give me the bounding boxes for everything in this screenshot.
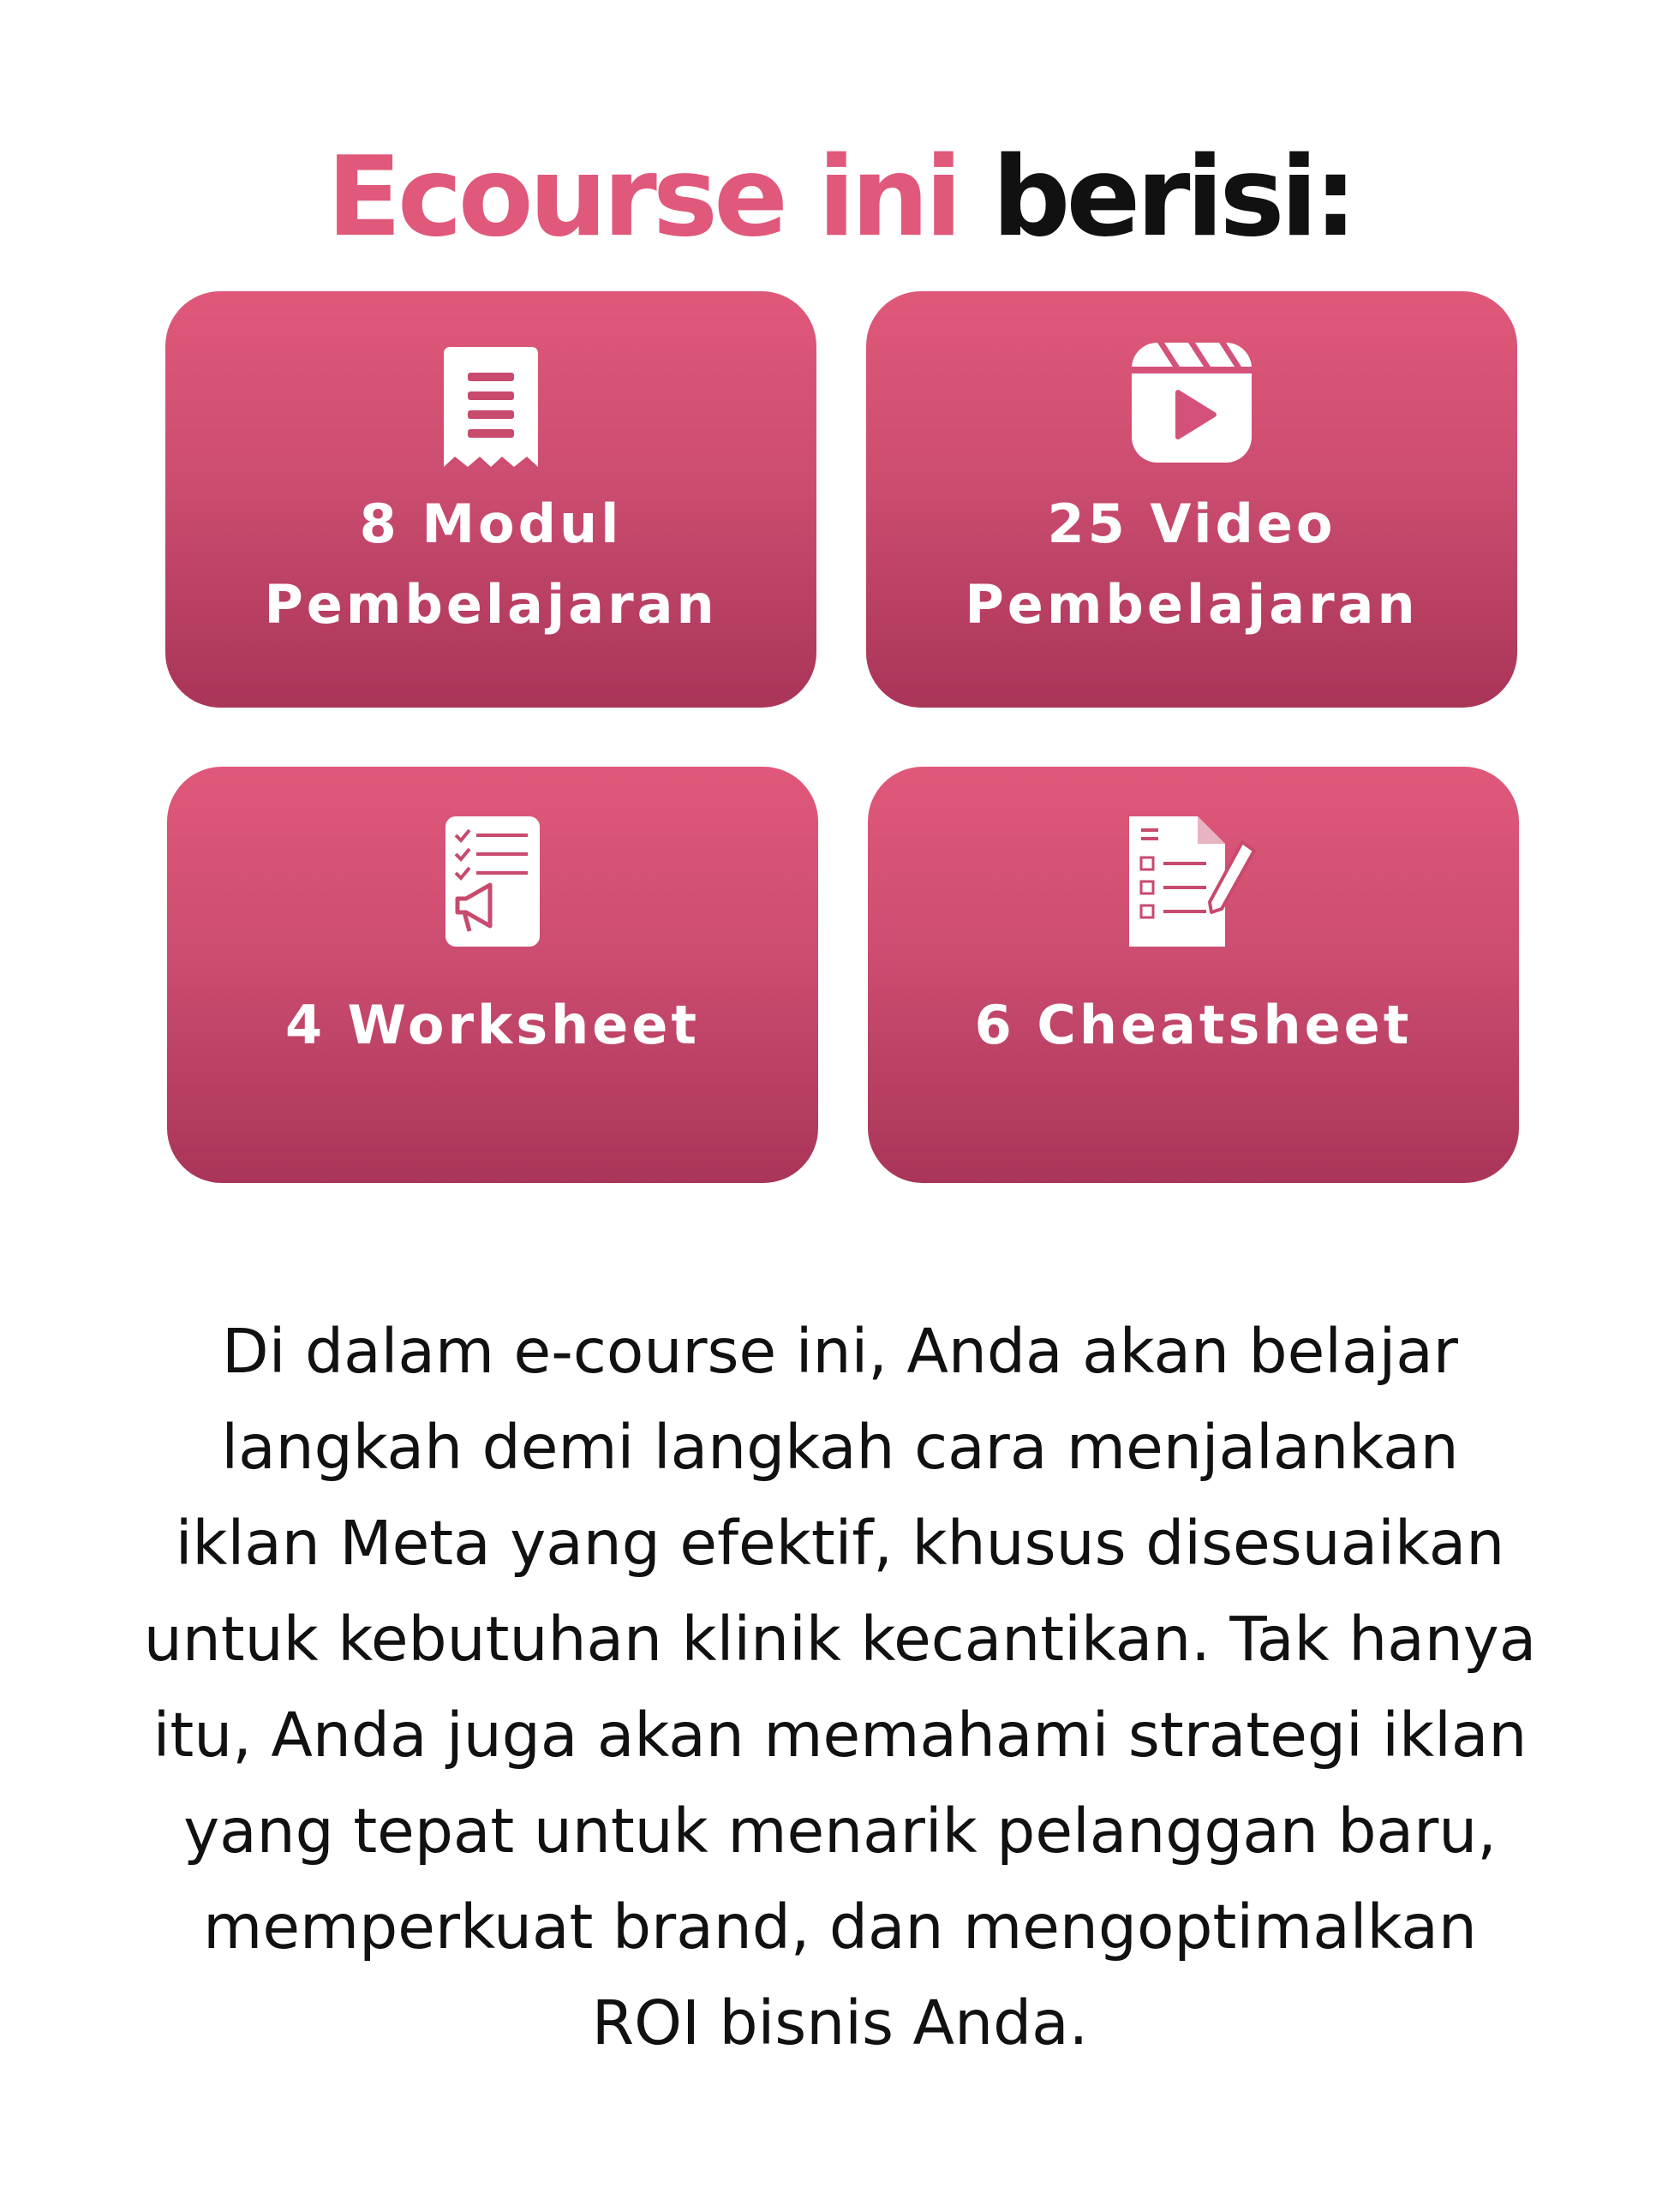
description-line: yang tepat untuk menarik pelanggan baru, (183, 1796, 1497, 1867)
description-line: ROI bisnis Anda. (591, 1987, 1089, 2059)
description-line: untuk kebutuhan klinik kecantikan. Tak hanya (143, 1604, 1537, 1675)
feature-card-cheatsheets (868, 767, 1519, 1183)
title-dark: berisi: (991, 133, 1354, 261)
feature-card-videos (866, 291, 1517, 708)
card-label (866, 484, 1517, 645)
card-label (868, 985, 1519, 1066)
description-line: langkah demi langkah cara menjalankan (221, 1412, 1459, 1483)
description-line: Di dalam e-course ini, Anda akan belajar (222, 1316, 1458, 1387)
card-label-line2: Pembelajaran (264, 573, 718, 636)
form-pencil-icon (1129, 816, 1258, 947)
card-label-line2: Pembelajaran (965, 573, 1419, 636)
description-line: memperkuat brand, dan mengoptimalkan (203, 1891, 1477, 1963)
course-description (86, 1304, 1594, 2071)
card-label (167, 985, 818, 1066)
card-label-line1: 6 Cheatsheet (974, 994, 1413, 1056)
page-title (0, 134, 1680, 262)
feature-card-worksheets (167, 767, 818, 1183)
checklist-megaphone-icon (445, 816, 540, 947)
card-label-line1: 4 Worksheet (284, 994, 701, 1056)
document-receipt-icon (444, 347, 538, 467)
feature-card-modules (165, 291, 816, 708)
title-accent: Ecourse ini (326, 133, 959, 261)
card-label-line1: 25 Video (1047, 493, 1336, 555)
card-label (165, 484, 816, 645)
description-line: iklan Meta yang efektif, khusus disesuaikan (175, 1508, 1505, 1579)
description-line: itu, Anda juga akan memahami strategi iklan (152, 1700, 1528, 1771)
card-label-line1: 8 Modul (359, 493, 623, 555)
video-reel-icon (1132, 343, 1252, 463)
